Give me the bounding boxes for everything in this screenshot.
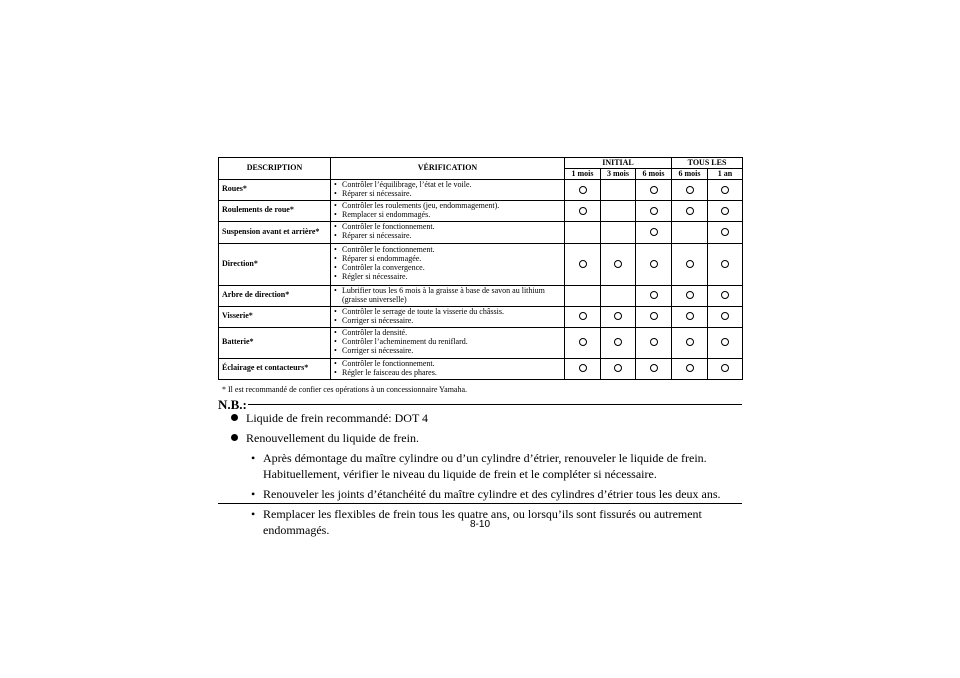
check-item: • Contrôler le serrage de toute la visserie du châssis.: [334, 308, 561, 317]
interval-cell: [708, 243, 743, 285]
row-verification: [331, 306, 565, 327]
interval-cell: [565, 221, 601, 243]
table-row: [219, 285, 743, 306]
circle-mark-icon: [579, 207, 587, 215]
row-verification: [331, 327, 565, 358]
check-item: • Réparer si nécessaire.: [334, 190, 561, 199]
interval-cell: [708, 285, 743, 306]
check-item: • Contrôler l’équilibrage, l’état et le voile.: [334, 181, 561, 190]
row-description: Arbre de direction*: [219, 285, 331, 306]
row-description: Suspension avant et arrière*: [219, 221, 331, 243]
check-item: • Réparer si endommagée.: [334, 255, 561, 264]
nb-heading: [218, 396, 742, 412]
check-item: • Contrôler le fonctionnement.: [334, 246, 561, 255]
interval-cell: [565, 327, 601, 358]
interval-cell: [672, 306, 708, 327]
circle-mark-icon: [650, 312, 658, 320]
circle-mark-icon: [721, 228, 729, 236]
circle-mark-icon: [650, 364, 658, 372]
table-row: [219, 327, 743, 358]
bottom-rule: [218, 503, 742, 504]
circle-mark-icon: [650, 186, 658, 194]
nb-sub-item: • Après démontage du maître cylindre ou d’un cylindre d’étrier, renouveler le liquide de frein. Habituellement, vérifier le niveau du liquide de frein et le compléter si nécessaire.: [218, 450, 742, 482]
table-row: [219, 243, 743, 285]
row-verification: [331, 285, 565, 306]
circle-mark-icon: [721, 291, 729, 299]
interval-cell: [565, 306, 601, 327]
circle-mark-icon: [650, 207, 658, 215]
circle-mark-icon: [686, 260, 694, 268]
interval-cell: [601, 358, 636, 379]
header-interval: 6 mois: [636, 169, 672, 180]
row-description: Direction*: [219, 243, 331, 285]
header-description: DESCRIPTION: [219, 158, 331, 180]
check-item: • Contrôler la convergence.: [334, 264, 561, 273]
circle-mark-icon: [686, 364, 694, 372]
table-row: [219, 180, 743, 201]
nb-bullet-item: Liquide de frein recommandé: DOT 4: [218, 410, 742, 430]
interval-cell: [708, 306, 743, 327]
table-row: [219, 200, 743, 221]
check-item: • Réparer si nécessaire.: [334, 232, 561, 241]
circle-mark-icon: [721, 338, 729, 346]
circle-mark-icon: [686, 186, 694, 194]
circle-mark-icon: [686, 291, 694, 299]
nb-label: N.B.:: [218, 397, 247, 412]
page-number: 8-10: [469, 519, 490, 530]
row-verification: [331, 200, 565, 221]
check-item: • Contrôler le fonctionnement.: [334, 223, 561, 232]
circle-mark-icon: [579, 312, 587, 320]
circle-mark-icon: [686, 338, 694, 346]
interval-cell: [565, 200, 601, 221]
interval-cell: [672, 180, 708, 201]
row-description: Batterie*: [219, 327, 331, 358]
footnote: * Il est recommandé de confier ces opérations à un concessionnaire Yamaha.: [222, 385, 468, 394]
header-interval: 3 mois: [601, 169, 636, 180]
circle-mark-icon: [579, 260, 587, 268]
interval-cell: [601, 285, 636, 306]
check-item: • Corriger si nécessaire.: [334, 317, 561, 326]
circle-mark-icon: [721, 207, 729, 215]
nb-sub-item: • Renouveler les joints d’étanchéité du maître cylindre et des cylindres d’étrier tous les deux ans.: [218, 486, 742, 502]
interval-cell: [601, 180, 636, 201]
circle-mark-icon: [721, 312, 729, 320]
circle-mark-icon: [579, 364, 587, 372]
interval-cell: [601, 200, 636, 221]
interval-cell: [565, 180, 601, 201]
circle-mark-icon: [650, 291, 658, 299]
row-description: Roulements de roue*: [219, 200, 331, 221]
circle-mark-icon: [650, 260, 658, 268]
interval-cell: [636, 306, 672, 327]
interval-cell: [636, 358, 672, 379]
circle-mark-icon: [579, 186, 587, 194]
interval-cell: [636, 200, 672, 221]
row-verification: [331, 180, 565, 201]
interval-cell: [565, 285, 601, 306]
circle-mark-icon: [614, 364, 622, 372]
row-verification: [331, 243, 565, 285]
row-description: Visserie*: [219, 306, 331, 327]
row-verification: [331, 221, 565, 243]
circle-mark-icon: [614, 260, 622, 268]
interval-cell: [672, 285, 708, 306]
check-item: • Contrôler le fonctionnement.: [334, 360, 561, 369]
table-body: [219, 180, 743, 380]
circle-mark-icon: [686, 207, 694, 215]
circle-mark-icon: [686, 312, 694, 320]
interval-cell: [601, 306, 636, 327]
header-interval: 6 mois: [672, 169, 708, 180]
nb-bullet-item: Renouvellement du liquide de frein.: [218, 430, 742, 450]
interval-cell: [565, 243, 601, 285]
circle-mark-icon: [721, 260, 729, 268]
interval-cell: [672, 221, 708, 243]
maintenance-table: [218, 157, 743, 380]
interval-cell: [708, 200, 743, 221]
check-item: • Contrôler les roulements (jeu, endommagement).: [334, 202, 561, 211]
interval-cell: [565, 358, 601, 379]
header-verification: VÉRIFICATION: [331, 158, 565, 180]
circle-mark-icon: [721, 186, 729, 194]
table-row: [219, 306, 743, 327]
row-description: Roues*: [219, 180, 331, 201]
interval-cell: [708, 180, 743, 201]
header-tous-les: TOUS LES: [672, 158, 743, 169]
row-description: Éclairage et contacteurs*: [219, 358, 331, 379]
interval-cell: [672, 243, 708, 285]
nb-rule: [248, 404, 742, 405]
interval-cell: [672, 358, 708, 379]
interval-cell: [708, 221, 743, 243]
interval-cell: [601, 243, 636, 285]
circle-mark-icon: [721, 364, 729, 372]
circle-mark-icon: [650, 228, 658, 236]
row-verification: [331, 358, 565, 379]
header-initial: INITIAL: [565, 158, 672, 169]
interval-cell: [636, 221, 672, 243]
interval-cell: [708, 327, 743, 358]
circle-mark-icon: [650, 338, 658, 346]
circle-mark-icon: [614, 312, 622, 320]
header-interval: 1 mois: [565, 169, 601, 180]
interval-cell: [636, 243, 672, 285]
check-item: • Contrôler l’acheminement du reniflard.: [334, 338, 561, 347]
interval-cell: [636, 285, 672, 306]
interval-cell: [636, 180, 672, 201]
interval-cell: [672, 200, 708, 221]
check-item: • Lubrifier tous les 6 mois à la graisse à base de savon au lithium (graisse universelle): [334, 287, 561, 305]
check-item: • Régler si nécessaire.: [334, 273, 561, 282]
check-item: • Régler le faisceau des phares.: [334, 369, 561, 378]
table-header: [219, 158, 743, 180]
interval-cell: [601, 221, 636, 243]
interval-cell: [636, 327, 672, 358]
interval-cell: [708, 358, 743, 379]
interval-cell: [601, 327, 636, 358]
circle-mark-icon: [614, 338, 622, 346]
table-row: [219, 221, 743, 243]
interval-cell: [672, 327, 708, 358]
header-interval: 1 an: [708, 169, 743, 180]
check-item: • Contrôler la densité.: [334, 329, 561, 338]
nb-sub-item: • Remplacer les flexibles de frein tous les quatre ans, ou lorsqu’ils sont fissurés ou autrement endommagés.: [218, 506, 742, 538]
check-item: • Corriger si nécessaire.: [334, 347, 561, 356]
check-item: • Remplacer si endommagés.: [334, 211, 561, 220]
table-row: [219, 358, 743, 379]
circle-mark-icon: [579, 338, 587, 346]
